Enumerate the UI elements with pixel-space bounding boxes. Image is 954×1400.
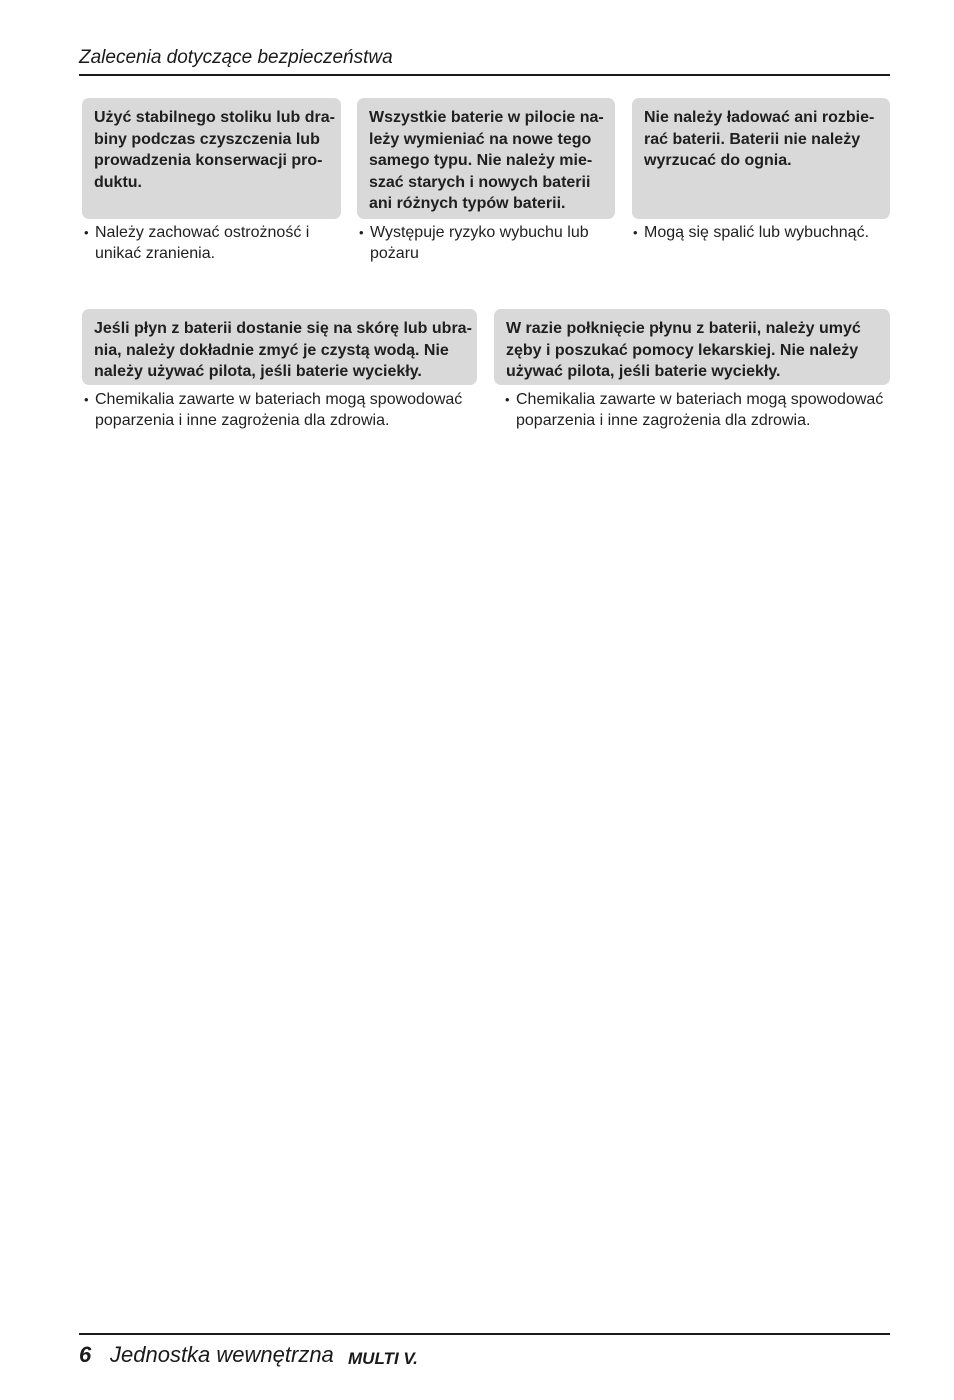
page-header-title: Zalecenia dotyczące bezpieczeństwa — [79, 47, 393, 68]
warning-text-line: szać starych i nowych baterii — [369, 173, 591, 191]
bullet-icon: • — [633, 225, 638, 240]
warning-text-line: Użyć stabilnego stoliku lub dra- — [94, 109, 335, 126]
warning-text-line: Wszystkie baterie w pilocie na- — [369, 109, 604, 126]
note-text-line: Występuje ryzyko wybuchu lub — [370, 224, 589, 241]
warning-text-line: Nie należy ładować ani rozbie- — [644, 109, 875, 126]
warning-box-replace-batteries — [357, 98, 615, 219]
warning-text-line: wyrzucać do ognia. — [644, 152, 792, 169]
warning-text-line: leży wymieniać na nowe tego — [369, 130, 592, 148]
header-divider — [79, 74, 890, 76]
warning-text-line: nia, należy dokładnie zmyć je czystą wodą. Nie — [94, 341, 449, 359]
warning-text-line: biny podczas czyszczenia lub — [94, 130, 320, 148]
warning-box-stable-stand — [82, 98, 341, 219]
warning-text-line: używać pilota, jeśli baterie wyciekły. — [506, 363, 781, 380]
note-stable-stand — [84, 222, 309, 264]
warning-box-skin-contact — [82, 309, 477, 385]
note-text-line: Chemikalia zawarte w bateriach mogą spowodować — [95, 391, 463, 408]
logo-text: MULTI V. — [348, 1349, 418, 1368]
note-no-recharge — [633, 222, 869, 243]
note-text-line: poparzenia i inne zagrożenia dla zdrowia. — [516, 412, 811, 429]
warning-box-swallowed — [494, 309, 890, 385]
warning-box-no-recharge — [632, 98, 890, 219]
warning-text-line: prowadzenia konserwacji pro- — [94, 152, 323, 169]
warning-text-line: W razie połknięcie płynu z baterii, należy umyć — [506, 320, 861, 337]
bullet-icon: • — [84, 392, 89, 407]
warning-text-line: Jeśli płyn z baterii dostanie się na skórę lub ubra- — [94, 320, 472, 337]
footer-title: Jednostka wewnętrzna — [110, 1342, 334, 1367]
multi-v-logo — [347, 1346, 437, 1368]
bullet-icon: • — [359, 225, 364, 240]
page-number: 6 — [79, 1342, 92, 1367]
note-text-line: unikać zranienia. — [95, 245, 216, 262]
note-text-line: Chemikalia zawarte w bateriach mogą spowodować — [516, 391, 884, 408]
warning-text-line: samego typu. Nie należy mie- — [369, 152, 593, 169]
warning-text-line: rać baterii. Baterii nie należy — [644, 130, 861, 148]
bullet-icon: • — [84, 225, 89, 240]
note-text-line: Mogą się spalić lub wybuchnąć. — [644, 224, 870, 241]
warning-text-line: ani różnych typów baterii. — [369, 195, 566, 212]
note-replace-batteries — [359, 222, 589, 264]
note-text-line: pożaru — [370, 245, 419, 262]
footer-divider — [79, 1333, 890, 1335]
note-skin-contact — [84, 389, 462, 431]
warning-text-line: duktu. — [94, 173, 142, 191]
warning-text-line: zęby i poszukać pomocy lekarskiej. Nie należy — [506, 341, 859, 359]
note-swallowed — [505, 389, 883, 431]
bullet-icon: • — [505, 392, 510, 407]
note-text-line: Należy zachować ostrożność i — [95, 224, 310, 241]
warning-text-line: należy używać pilota, jeśli baterie wyciekły. — [94, 363, 422, 380]
note-text-line: poparzenia i inne zagrożenia dla zdrowia. — [95, 412, 390, 429]
